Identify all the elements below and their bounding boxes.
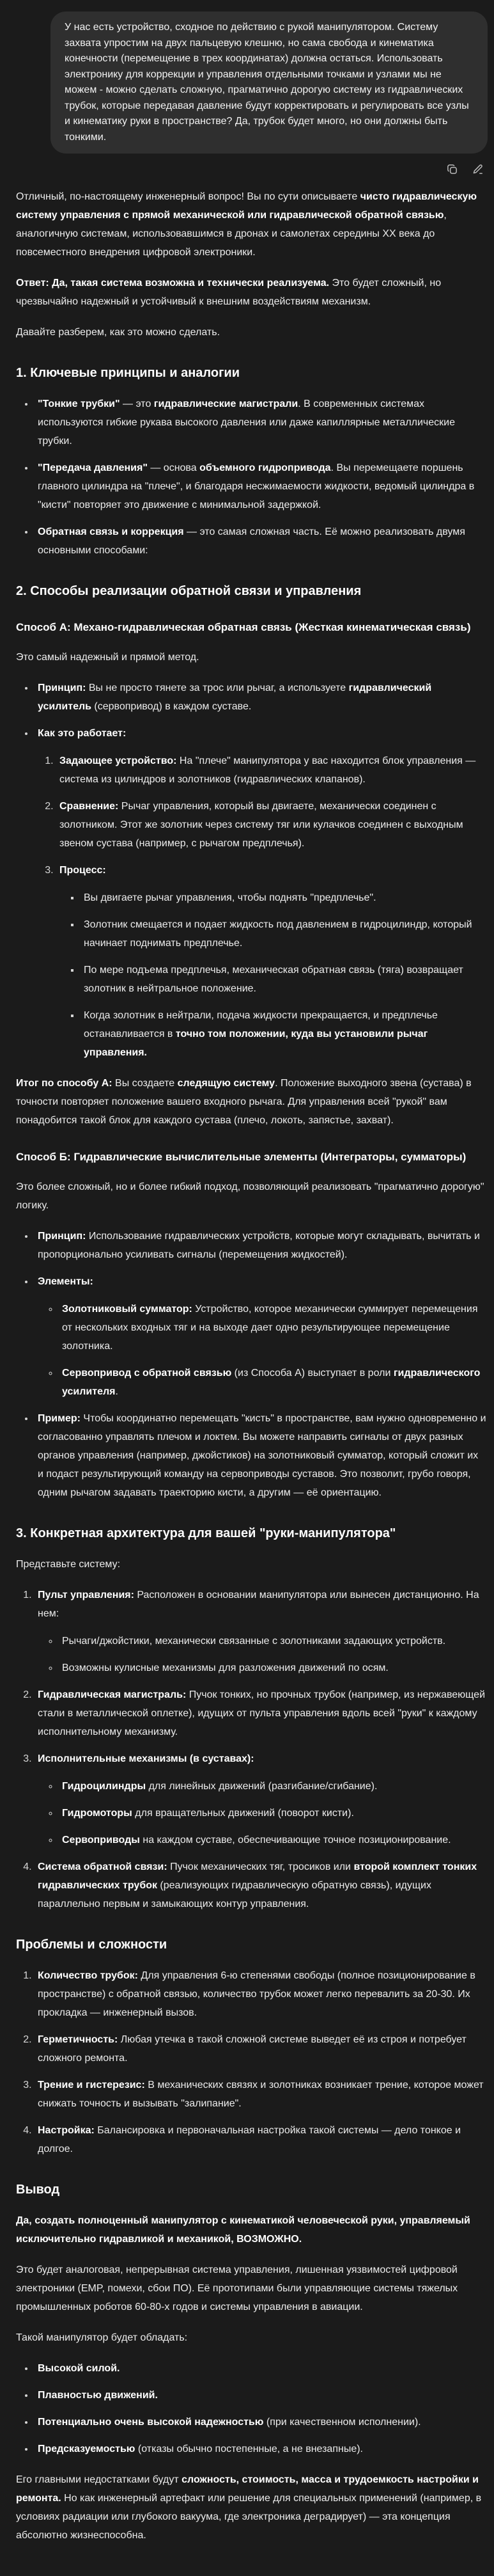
list-item [35, 2359, 486, 2378]
bold-text: Золотниковый сумматор: [62, 1304, 192, 1315]
text-run: 3. Конкретная архитектура для вашей "руки-манипулятора" [16, 1526, 396, 1540]
section-heading [16, 583, 486, 600]
section-heading [16, 2181, 486, 2199]
text-run: Вывод [16, 2183, 60, 2197]
list-item [81, 961, 486, 998]
bullet-list [16, 1227, 486, 1502]
bold-text: Высокой силой. [38, 2363, 120, 2374]
text-run: — это самая сложная часть. Её можно реализовать двумя основными способами: [38, 526, 465, 556]
paragraph [16, 187, 486, 262]
user-message-row [16, 12, 488, 154]
numbered-list [16, 1966, 486, 2158]
list-item [35, 724, 486, 1062]
edit-button[interactable] [471, 162, 484, 175]
bold-text: Гидроцилиндры [62, 1781, 146, 1792]
list-item [59, 1632, 486, 1650]
paragraph [16, 1178, 486, 1215]
list-item [35, 523, 486, 560]
text-run: 1. Ключевые принципы и аналогии [16, 366, 240, 380]
bold-text: Принцип: [38, 683, 86, 693]
list-item [35, 2386, 486, 2405]
text-run: Но как инженерный артефакт или решение для специальных применений (например, в условиях радиации или глубокого вакуума, где электроника деградирует) — эта концепция абсолютно жизнеспособна. [16, 2493, 482, 2541]
list-item [35, 1686, 486, 1741]
bold-text: Система обратной связи: [38, 1861, 167, 1872]
list-item [59, 1831, 486, 1849]
message-actions [16, 162, 484, 175]
section-heading [16, 619, 486, 635]
bold-text: Да, создать полноценный манипулятор с кинематикой человеческой руки, управляемый исключительно гидравликой и механикой, ВОЗМОЖНО. [16, 2215, 470, 2245]
bold-text: сложность, стоимость, масса и трудоемкость настройки и ремонта. [16, 2474, 479, 2504]
paragraph [16, 2211, 486, 2248]
list-item [35, 679, 486, 716]
numbered-list [16, 1586, 486, 1913]
text-run: Рычаги/джойстики, механически связанные с золотниками задающих устройств. [62, 1636, 446, 1647]
text-run: . [115, 1386, 118, 1397]
list-item [56, 797, 486, 853]
list-item [59, 1804, 486, 1822]
text-run: Вы создаете [112, 1078, 178, 1089]
bold-text: Обратная связь и коррекция [38, 526, 184, 537]
list-item [59, 1659, 486, 1677]
list-item [35, 1227, 486, 1264]
list-item [35, 1586, 486, 1677]
numbered-list [38, 752, 486, 1062]
list-item [81, 915, 486, 952]
copy-icon [446, 163, 458, 175]
list-item [35, 1272, 486, 1401]
text-run: Проблемы и сложности [16, 1938, 167, 1952]
list-item [35, 2440, 486, 2458]
list-item [35, 2076, 486, 2113]
bold-text: гидравлического усилителя [62, 1368, 481, 1397]
text-run: . Положение выходного звена (сустава) в точности повторяет положение вашего входного рычага. Для управления всей "рукой" вам понадобится такой блок для каждого сустава (плечо, локоть, запястье, захват). [16, 1078, 472, 1126]
text-run: Чтобы координатно перемещать "кисть" в пространстве, вам нужно одновременно и согласованно управлять плечом и локтем. Вы можете направить сигналы от двух разных органов управления (например, джойстиков) на золотниковый сумматор, который сложит их и подаст результирующий команду на сервоприводы суставов. Это позволит, грубо говоря, одним рычагом задавать траекторию кисти, а другим — её ориентацию. [38, 1413, 486, 1498]
bold-text: Предсказуемостью [38, 2444, 135, 2454]
paragraph [16, 274, 486, 311]
text-run: Способ Б: Гидравлические вычислительные элементы (Интеграторы, сумматоры) [16, 1151, 467, 1163]
list-item [56, 752, 486, 789]
bullet-list [59, 889, 486, 1062]
bullet-list [16, 679, 486, 1062]
paragraph [16, 323, 486, 342]
text-run: Отличный, по-настоящему инженерный вопрос! Вы по сути описываете [16, 191, 360, 202]
copy-button[interactable] [445, 162, 458, 175]
list-item [35, 2413, 486, 2431]
text-run: Возможны кулисные механизмы для разложения движений по осям. [62, 1663, 389, 1673]
bold-text: Принцип: [38, 1231, 86, 1242]
text-run: Давайте разберем, как это можно сделать. [16, 327, 220, 338]
text-run: Это самый надежный и прямой метод. [16, 652, 199, 663]
list-item [35, 1750, 486, 1849]
bold-text: объемного гидропривода [199, 462, 331, 473]
assistant-message [16, 187, 488, 2545]
text-run: для линейных движений (разгибание/сгибание). [146, 1781, 378, 1792]
bold-text: Процесс: [59, 865, 106, 876]
text-run: Балансировка и первоначальная настройка такой системы — дело тонкое и долгое. [38, 2125, 461, 2154]
text-run: Использование гидравлических устройств, которые могут складывать, вычитать и пропорционально усиливать сигналы (перемещения жидкостей). [38, 1231, 480, 1260]
paragraph [16, 648, 486, 667]
bold-text: Ответ: Да, такая система возможна и технически реализуема. [16, 278, 330, 288]
text-run: (из Способа А) выступает в роли [231, 1368, 394, 1379]
section-heading [16, 1525, 486, 1542]
text-run: Вы не просто тянете за трос или рычаг, а используете [86, 683, 349, 693]
text-run: Пучок тонких, но прочных трубок (например, из нержавеющей стали в металлической оплетке), идущих от пульта управления вдоль всей "руки" к каждому исполнительному механизму. [38, 1689, 485, 1737]
bold-text: Элементы: [38, 1276, 93, 1287]
paragraph [16, 2470, 486, 2545]
list-item [56, 861, 486, 1062]
list-item [35, 2030, 486, 2067]
text-run: . Вы перемещаете поршень главного цилиндра на "плече", и благодаря несжимаемости жидкости, ведомый цилиндра в "кисти" повторяет это движение с минимальной задержкой. [38, 462, 475, 510]
text-run: — это [120, 399, 154, 409]
text-run: Рычаг управления, который вы двигаете, механически соединен с золотником. Этот же золотник через систему тяг или кулачков соединен с выходным звеном сустава (например, с рычагом предплечья). [59, 801, 463, 849]
list-item [35, 1966, 486, 2022]
paragraph [16, 1074, 486, 1130]
text-run: Это будет сложный, но чрезвычайно надежный и устойчивый к внешним воздействиям механизм. [16, 278, 442, 307]
bold-text: Потенциально очень высокой надежностью [38, 2417, 264, 2428]
text-run: Это более сложный, но и более гибкий подход, позволяющий реализовать "прагматично дорогую" логику. [16, 1181, 484, 1211]
bold-text: гидравлические магистрали [153, 399, 298, 409]
text-run: Такой манипулятор будет обладать: [16, 2332, 188, 2343]
text-run: (сервопривод) в каждом суставе. [91, 701, 252, 712]
text-run: Золотник смещается и подает жидкость под давлением в гидроцилиндр, который начинает поднимать предплечье. [84, 919, 472, 949]
bold-text: чисто гидравлическую систему управления с прямой механической или гидравлической обратной связью [16, 191, 477, 221]
bold-text: Сервоприводы [62, 1835, 140, 1845]
paragraph [16, 2261, 486, 2316]
edit-icon [472, 163, 484, 175]
text-run: Когда золотник в нейтрали, подача жидкости прекращается, и предплечье останавливается в [84, 1010, 438, 1039]
text-run: 2. Способы реализации обратной связи и управления [16, 584, 362, 598]
bold-text: следящую систему [177, 1078, 275, 1089]
paragraph [16, 1555, 486, 1574]
bold-text: "Передача давления" [38, 462, 148, 473]
bold-text: гидравлический усилитель [38, 683, 432, 712]
bold-text: Настройка: [38, 2125, 95, 2136]
section-heading [16, 1149, 486, 1165]
bold-text: Гидравлическая магистраль: [38, 1689, 187, 1700]
bold-text: Герметичность: [38, 2034, 118, 2045]
bold-text: Итог по способу А: [16, 1078, 112, 1089]
bold-text: Количество трубок: [38, 1970, 138, 1981]
text-run: для вращательных движений (поворот кисти). [132, 1808, 354, 1819]
bold-text: "Тонкие трубки" [38, 399, 120, 409]
text-run: Его главными недостатками будут [16, 2474, 182, 2485]
text-run: Пучок механических тяг, тросиков или [167, 1861, 354, 1872]
text-run: на каждом суставе, обеспечивающие точное позиционирование. [139, 1835, 451, 1845]
list-item [81, 1006, 486, 1062]
text-run: По мере подъема предплечья, механическая обратная связь (тяга) возвращает золотник в нейтральное положение. [84, 965, 463, 994]
text-run: (при качественном исполнении). [263, 2417, 421, 2428]
bold-text: Гидромоторы [62, 1808, 132, 1819]
list-item [59, 1300, 486, 1355]
text-run: Расположен в основании манипулятора или вынесен дистанционно. На нем: [38, 1590, 479, 1619]
text-run: Это будет аналоговая, непрерывная система управления, лишенная уязвимостей цифровой электроники (EMP, помехи, сбои ПО). Её прототипами были управляющие системы тяжелых промышленных роботов 60-80-х годов и системы управления в авиации. [16, 2264, 458, 2312]
text-run: Любая утечка в такой сложной системе выведет её из строя и потребует сложного ремонта. [38, 2034, 467, 2064]
text-run: (отказы обычно постепенные, а не внезапные). [135, 2444, 363, 2454]
bold-text: Как это работает: [38, 728, 127, 739]
bold-text: Пример: [38, 1413, 81, 1424]
text-run: Вы двигаете рычаг управления, чтобы поднять "предплечье". [84, 892, 376, 903]
bold-text: Сравнение: [59, 801, 119, 812]
paragraph [16, 2328, 486, 2347]
text-run: . В современных системах используются гибкие рукава высокого давления или даже капиллярные металлические трубки. [38, 399, 455, 446]
list-item [35, 459, 486, 514]
bullet-list [38, 1777, 486, 1849]
bold-text: Пульт управления: [38, 1590, 134, 1600]
list-item [59, 1777, 486, 1796]
user-message-bubble: У нас есть устройство, сходное по действию с рукой манипулятором. Систему захвата упростим на двух пальцевую клешню, но сама свобода и кинематика конечности (перемещение в трех координатах) должна остаться. Использовать электронику для коррекции и управления отдельными точками и узлами мы не можем - можно сделать сложную, прагматично дорогую систему из гидравлических трубок, которые передавая давление будут корректировать и регулировать все узлы и кинематику руки в пространстве? Да, трубок будет много, но они должны быть тонкими. [50, 12, 488, 154]
text-run: Устройство, которое механически суммирует перемещения от нескольких входных тяг и на выходе дает одно результирующее перемещение золотника. [62, 1304, 478, 1352]
list-item [59, 1364, 486, 1401]
bold-text: Плавностью движений. [38, 2390, 158, 2401]
text-run: Способ А: Механо-гидравлическая обратная связь (Жесткая кинематическая связь) [16, 621, 471, 633]
list-item [35, 395, 486, 450]
text-run: , аналогичную системам, использовавшимся в дронах и самолетах середины XX века до повсеместного внедрения цифровой электроники. [16, 210, 447, 258]
bold-text: Задающее устройство: [59, 755, 177, 766]
bold-text: Исполнительные механизмы (в суставах): [38, 1753, 254, 1764]
text-run: (реализующих гидравлическую обратную связь), идущих параллельно первым и замыкающих контур управления. [38, 1880, 431, 1909]
bold-text: точно том положении, куда вы установили рычаг управления. [84, 1029, 428, 1058]
section-heading [16, 365, 486, 382]
text-run: В механических связях и золотниках возникает трение, которое может снижать точность и вызывать "залипание". [38, 2080, 484, 2109]
bullet-list [16, 395, 486, 560]
list-item [35, 1858, 486, 1913]
section-heading [16, 1936, 486, 1954]
bullet-list [38, 1632, 486, 1677]
bold-text: Сервопривод с обратной связью [62, 1368, 232, 1379]
bullet-list [38, 1300, 486, 1401]
text-run: Представьте систему: [16, 1559, 121, 1570]
list-item [81, 889, 486, 907]
bullet-list [16, 2359, 486, 2458]
text-run: Для управления 6-ю степенями свободы (полное позиционирование в пространстве) с обратной связью, количество трубок может легко перевалить за 20-30. Их прокладка — инженерный вызов. [38, 1970, 475, 2018]
text-run: На "плече" манипулятора у вас находится блок управления — система из цилиндров и золотников (гидравлических клапанов). [59, 755, 476, 785]
list-item [35, 2121, 486, 2158]
bold-text: второй комплект тонких гидравлических трубок [38, 1861, 477, 1891]
list-item [35, 1409, 486, 1502]
text-run: — основа [147, 462, 200, 473]
bold-text: Трение и гистерезис: [38, 2080, 145, 2090]
